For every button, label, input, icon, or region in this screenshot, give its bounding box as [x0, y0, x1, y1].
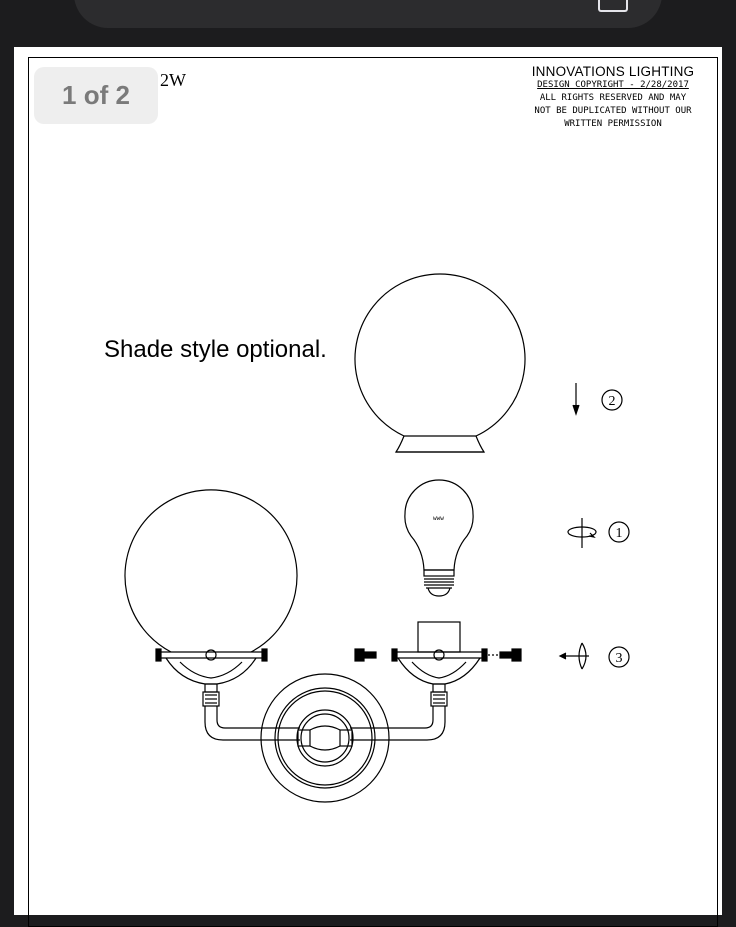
copyright-line-4: WRITTEN PERMISSION [564, 119, 662, 129]
step-2-label: 2 [608, 394, 616, 409]
step-3-label: 3 [615, 651, 623, 666]
copyright-line-3: NOT BE DUPLICATED WITHOUT OUR [534, 106, 692, 116]
step-1-twist-icon [568, 518, 596, 548]
copyright-line-2: ALL RIGHTS RESERVED AND MAY [539, 93, 687, 103]
fixture-arms [205, 706, 445, 740]
mounted-globe [125, 490, 297, 706]
step-1-label: 1 [615, 526, 623, 541]
thumb-screw-left [355, 649, 376, 661]
shade-style-note: Shade style optional. [104, 336, 327, 363]
step-3-tighten-icon [560, 643, 589, 669]
bulb-filament-label: www [433, 515, 444, 522]
thumb-screw-right [500, 649, 521, 661]
step-2-arrow-icon [573, 383, 579, 414]
model-number: 2W [160, 70, 186, 90]
company-name: INNOVATIONS LIGHTING [531, 64, 695, 79]
copyright-date: DESIGN COPYRIGHT - 2/28/2017 [537, 80, 689, 90]
right-holder [392, 622, 487, 706]
globe-shade [355, 274, 525, 452]
light-bulb [405, 480, 473, 596]
page-indicator: 1 of 2 [34, 67, 158, 124]
wall-backplate [261, 674, 389, 802]
